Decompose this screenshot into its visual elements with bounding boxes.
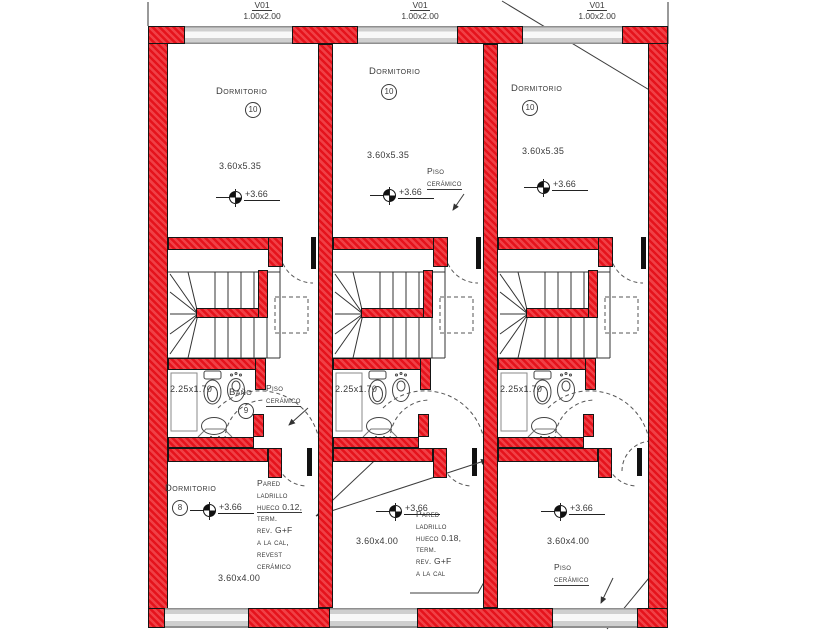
unit-3-wall-1	[498, 237, 613, 250]
unit-2-wall-2	[433, 237, 448, 267]
window-label-2	[390, 0, 450, 22]
unit-1-wall-7	[168, 448, 268, 462]
top-wall-segment-4	[622, 26, 668, 44]
top-wall-segment-3	[457, 26, 523, 44]
level-symbol-icon	[537, 181, 550, 194]
level-symbol-icon	[229, 191, 242, 204]
room-label-bedroom-top: Dormitorio	[369, 66, 421, 77]
bath-dimension: 2.25x1.70	[335, 384, 378, 394]
level-symbol-icon	[389, 505, 402, 518]
room-dimension: 3.60x4.00	[547, 536, 590, 546]
level-value: +3.66	[404, 503, 440, 515]
level-value: +3.66	[218, 502, 254, 514]
window-top-3	[523, 26, 622, 44]
unit-1-wall-6	[253, 414, 264, 437]
unit-3-wall-8	[598, 448, 612, 478]
unit-2-wall-8	[433, 448, 447, 478]
unit-1-wall-8	[268, 448, 282, 478]
unit-2-wall-3	[333, 358, 431, 370]
level-symbol-icon	[383, 189, 396, 202]
level-value: +3.66	[569, 503, 605, 515]
window-top-2	[358, 26, 457, 44]
unit-2-wall-4	[420, 358, 431, 390]
window-type: V01	[254, 0, 270, 10]
level-value: +3.66	[398, 187, 434, 199]
window-bottom-1	[165, 608, 248, 628]
window-label-3	[567, 0, 627, 22]
room-number-badge: 10	[245, 102, 261, 118]
unit-2-wall-1	[333, 237, 448, 250]
unit-2-wall-7	[333, 448, 433, 462]
bath-dimension: 2.25x1.70	[500, 384, 543, 394]
level-value: +3.66	[244, 189, 280, 201]
top-wall-segment-1	[148, 26, 185, 44]
room-number-badge: 10	[381, 84, 397, 100]
level-symbol-icon	[203, 504, 216, 517]
room-label-bath: Baño	[229, 387, 253, 398]
wall-construction-note: Pared ladrillo hueco 0.12, term. rev. G+F a la cal, revest cerámico	[257, 478, 303, 571]
room-dimension: 3.60x5.35	[367, 150, 410, 160]
bottom-wall-segment-4	[637, 608, 668, 628]
unit-1-wall-4	[255, 358, 266, 390]
unit-3-wall-3	[498, 358, 596, 370]
room-number-badge: 8	[172, 500, 188, 516]
unit-2-wall-10	[423, 270, 433, 318]
window-label-1	[232, 0, 292, 22]
unit-1-wall-1	[168, 237, 283, 250]
room-dimension: 3.60x5.35	[219, 161, 262, 171]
top-wall-segment-2	[292, 26, 358, 44]
unit-3-wall-7	[498, 448, 598, 462]
unit-1-wall-2	[268, 237, 283, 267]
unit-1-wall-5	[168, 437, 254, 448]
room-dimension: 3.60x4.00	[218, 573, 261, 583]
exterior-wall-left	[148, 26, 168, 628]
unit-1-wall-10	[258, 270, 268, 318]
unit-3-wall-4	[585, 358, 596, 390]
window-type: V01	[412, 0, 428, 10]
floor-finish-note: Piso cerámico	[427, 166, 462, 188]
unit-3-wall-2	[598, 237, 613, 267]
window-type: V01	[589, 0, 605, 10]
window-bottom-3	[553, 608, 637, 628]
floor-finish-note: Piso cerámico	[554, 562, 589, 584]
room-label-bedroom-top: Dormitorio	[216, 86, 268, 97]
window-size: 1.00x2.00	[243, 11, 281, 21]
room-dimension: 3.60x4.00	[356, 536, 399, 546]
bath-dimension: 2.25x1.70	[170, 384, 213, 394]
window-size: 1.00x2.00	[401, 11, 439, 21]
room-label-bedroom-top: Dormitorio	[511, 83, 563, 94]
bottom-wall-segment-2	[248, 608, 330, 628]
window-bottom-2	[330, 608, 417, 628]
level-tick	[216, 197, 230, 198]
unit-2-wall-6	[418, 414, 429, 437]
exterior-wall-right	[648, 26, 668, 628]
wall-construction-note: Pared ladrillo hueco 0.18, term. rev. G+F a la cal	[416, 509, 462, 578]
floor-finish-note: Piso cerámico	[266, 383, 301, 405]
bottom-wall-segment-3	[417, 608, 553, 628]
level-value: +3.66	[552, 179, 588, 191]
window-top-1	[185, 26, 292, 44]
unit-3-wall-6	[583, 414, 594, 437]
unit-1-wall-3	[168, 358, 266, 370]
room-number-badge: 10	[522, 100, 538, 116]
unit-3-wall-10	[588, 270, 598, 318]
window-size: 1.00x2.00	[578, 11, 616, 21]
bottom-wall-segment-1	[148, 608, 165, 628]
level-symbol-icon	[554, 505, 567, 518]
unit-2-wall-5	[333, 437, 419, 448]
room-number-badge: 9	[238, 403, 254, 419]
room-label-bedroom-bottom: Dormitorio	[165, 483, 217, 494]
room-dimension: 3.60x5.35	[522, 146, 565, 156]
unit-3-wall-5	[498, 437, 584, 448]
